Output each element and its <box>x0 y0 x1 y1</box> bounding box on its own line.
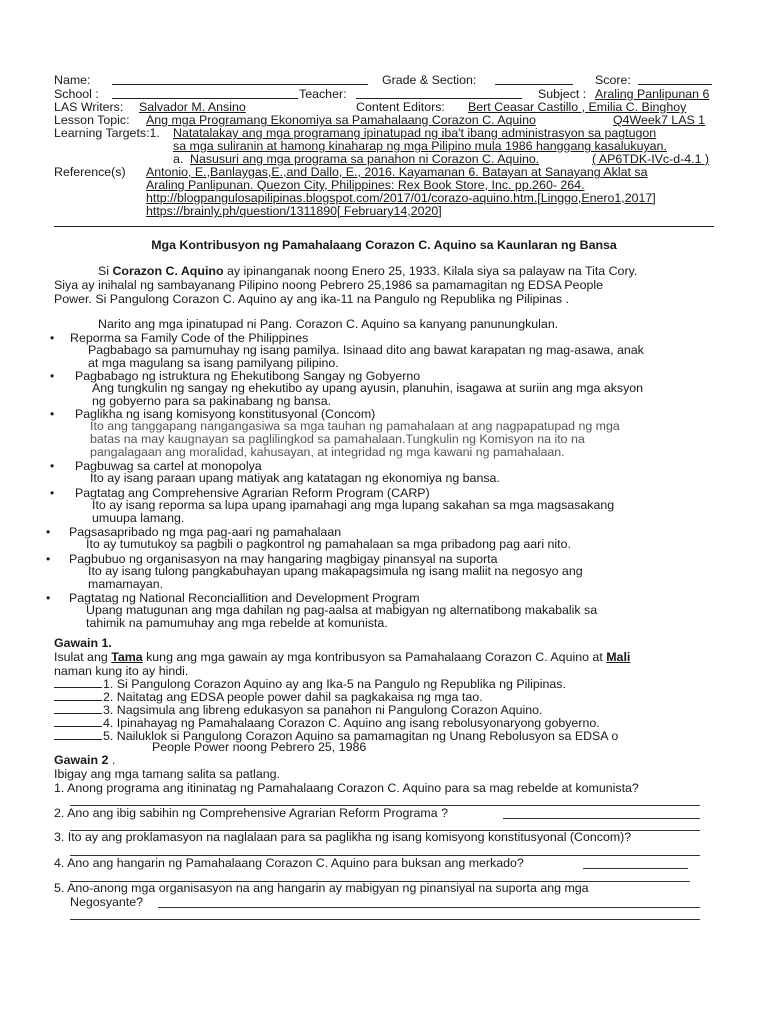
bullet-description: batas na may kaugnayan sa paglilingkod sa pamahalaan.Tungkulin ng Komisyon na ito na <box>90 432 585 446</box>
answer-line-2a[interactable] <box>503 818 700 819</box>
gawain-1-item-5-line-2: People Power noong Pebrero 25, 1986 <box>152 740 367 754</box>
gawain-1-item <box>54 677 566 691</box>
gawain-2-heading: Gawain 2 <box>54 753 109 767</box>
target-2-code: ( AP6TDK-IVc-d-4.1 ) <box>592 152 710 166</box>
header-divider <box>54 226 714 227</box>
bullet-icon: • <box>50 407 55 421</box>
answer-blank[interactable] <box>54 703 102 714</box>
lesson-topic-label: Lesson Topic: <box>54 113 130 127</box>
intro-line-2: Siya ay inihalal ng sambayanang Pilipino noong Pebrero 25,1986 sa pamamagitan ng EDSA People <box>54 278 603 292</box>
school-field[interactable] <box>112 98 298 99</box>
name-field[interactable] <box>112 84 368 85</box>
intro-pre: Si <box>98 264 110 278</box>
gawain-1-item <box>54 716 600 730</box>
gawain-2-instruction: Ibigay ang mga tamang salita sa patlang. <box>54 767 280 781</box>
question-5-line-1: 5. Ano-anong mga organisasyon na ang hangarin ay mabigyan ng pinansiyal na suporta ang mga <box>54 881 589 895</box>
reference-link-1[interactable]: http://blogpangulosapilipinas.blogspot.com/2017/01/corazo-aquino.htm.[Linggo,Enero1,2017] <box>146 191 656 205</box>
bullet-description: ng gobyerno para sa pakinabang ng bansa. <box>92 394 332 408</box>
bullet-title: Pagsasapribado ng mga pag-aari ng pamahalaan <box>69 525 342 539</box>
bullet-description: pangalagaan ang moralidad, kahusayan, at integridad ng mga kawani ng pamahalaan. <box>90 445 565 459</box>
bullet-icon: • <box>50 486 55 500</box>
bullet-description: tahimik na pamumuhay ang mga rebelde at komunista. <box>86 616 388 630</box>
bullet-title: Pagbuwag sa cartel at monopolya <box>75 459 262 473</box>
answer-line-5a[interactable] <box>158 907 700 908</box>
grade-section-field[interactable] <box>495 84 573 85</box>
score-label: Score: <box>595 73 631 87</box>
bullet-description: Ang tungkulin ng sangay ng ehekutibo ay upang ayusin, planuhin, isagawa at suriin ang mga aksyon <box>92 381 644 395</box>
gawain-1-instr-mid: kung ang mga gawain ay mga kontribusyon sa Pamahalaang Corazon C. Aquino at <box>146 650 603 664</box>
target-1-line-2: sa mga suliranin at hamong kinaharap ng mga Pilipino mula 1986 hanggang kasalukuyan. <box>173 139 667 153</box>
gawain-1-item-text: 3. Nagsimula ang libreng edukasyon sa panahon ni Pangulong Corazon Aquino. <box>103 703 543 717</box>
teacher-label: Teacher: <box>299 87 347 101</box>
reference-1-line-1: Antonio, E.,Banlaygas,E.,and Dallo, E., 2016. Kayamanan 6. Batayan at Sanayang Aklat sa <box>146 165 648 179</box>
references-label: Reference(s) <box>54 165 126 179</box>
bullet-title: Pagtatag ang Comprehensive Agrarian Reform Program (CARP) <box>75 486 430 500</box>
question-2: 2. Ano ang ibig sabihin ng Comprehensive Agrarian Reform Programa ? <box>54 806 448 820</box>
bullet-title: Pagbubuo ng organisasyon na may hangaring magbigay pinansyal na suporta <box>69 552 498 566</box>
gawain-1-item-text: 5. Nailuklok si Pangulong Corazon Aquino sa pamamagitan ng Unang Rebolusyon sa EDSA o <box>103 729 619 743</box>
bullet-description: Pagbabago sa pamumuhay ng isang pamilya. Isinaad dito ang bawat karapatan ng mag-asawa, anak <box>88 343 644 357</box>
bullet-icon: • <box>46 525 51 539</box>
target-1-line-1: Natatalakay ang mga programang ipinatupad ng iba't ibang administrasyon sa pagtugon <box>173 126 657 140</box>
question-1: 1. Anong programa ang itininatag ng Pamahalaang Corazon C. Aquino para sa mag rebelde at komunista? <box>54 781 639 795</box>
answer-line-5b[interactable] <box>70 919 700 920</box>
writers-label: LAS Writers: <box>54 100 124 114</box>
bullet-description: Upang matugunan ang mga dahilan ng pag-aalsa at mabigyan ng alternatibong makabalik sa <box>86 603 598 617</box>
name-label: Name: <box>54 73 91 87</box>
bullet-description: mamamayan. <box>88 577 164 591</box>
answer-blank[interactable] <box>54 677 102 688</box>
subject-label: Subject : <box>538 87 587 101</box>
lesson-topic-value: Ang mga Programang Ekonomiya sa Pamahalaang Corazon C. Aquino <box>146 113 536 127</box>
bullet-description: Ito ay isang reporma sa lupa upang ipamahagi ang mga lupang sakahan sa mga magsasakang <box>92 498 615 512</box>
bullet-description: umuupa lamang. <box>92 511 185 525</box>
answer-blank[interactable] <box>54 716 102 727</box>
target-2-prefix: a. <box>173 152 184 166</box>
bullet-description: Ito ang tanggapang nangangasiwa sa mga tauhan ng pamahalaan at ang nagpapatupad ng mga <box>90 419 620 433</box>
gawain-1-heading: Gawain 1. <box>54 636 112 650</box>
lesson-title: Mga Kontribusyon ng Pamahalaang Corazon C. Aquino sa Kaunlaran ng Bansa <box>151 238 617 252</box>
intro-line-3: Power. Si Pangulong Corazon C. Aquino ay ang ika-11 na Pangulo ng Republika ng Pilipinas . <box>54 292 570 306</box>
question-5-line-2: Negosyante? <box>70 895 144 909</box>
bullet-title: Paglikha ng isang komisyong konstitusyonal (Concom) <box>75 407 376 421</box>
answer-blank[interactable] <box>54 729 102 740</box>
learning-targets-label: Learning Targets:1. <box>54 126 160 140</box>
gawain-1-item <box>54 703 543 717</box>
answer-line-4a[interactable] <box>583 868 688 869</box>
bullet-icon: • <box>50 459 55 473</box>
bullet-title: Pagbabago ng istruktura ng Ehekutibong Sangay ng Gobyerno <box>75 369 421 383</box>
editors-value: Bert Ceasar Castillo , Emilia C. Binghoy <box>468 100 687 114</box>
lesson-code: Q4Week7 LAS 1 <box>613 113 706 127</box>
grade-section-label: Grade & Section: <box>382 73 477 87</box>
school-label: School : <box>54 87 99 101</box>
bullet-description: Ito ay isang tulong pangkabuhayan upang makapagsimula ng isang maliit na negosyo ang <box>88 564 583 578</box>
intro-line-1 <box>54 264 714 278</box>
bullet-description: Ito ay tumutukoy sa pagbili o pagkontrol ng pamahalaan sa mga pribadong pag aari nito. <box>86 537 571 551</box>
editors-label: Content Editors: <box>356 100 445 114</box>
gawain-1-item <box>54 690 483 704</box>
gawain-2-heading-row <box>54 753 115 767</box>
bullet-title: Reporma sa Family Code of the Philippines <box>70 331 309 345</box>
gawain-1-instr-pre: Isulat ang <box>54 650 108 664</box>
bullet-icon: • <box>50 331 55 345</box>
bullet-icon: • <box>46 552 51 566</box>
writers-value: Salvador M. Ansino <box>139 100 246 114</box>
bullet-description: at mga magulang sa isang pamilyang pilipino. <box>88 356 339 370</box>
bullet-icon: • <box>46 591 51 605</box>
gawain-1-instruction-line-2: naman kung ito ay hindi. <box>54 664 189 678</box>
target-2-text: Nasusuri ang mga programa sa panahon ni Corazon C. Aquino. <box>190 152 540 166</box>
bullet-title: Pagtatag ng National Reconciallition and Development Program <box>69 591 420 605</box>
answer-blank[interactable] <box>54 690 102 701</box>
bullet-icon: • <box>50 369 55 383</box>
question-3: 3. Ito ay ang proklamasyon na naglalaan para sa paglikha ng isang komisyong konstitusyonal (Concom)? <box>54 830 632 844</box>
teacher-field[interactable] <box>356 98 522 99</box>
bullet-description: Ito ay isang paraan upang matiyak ang katatagan ng ekonomiya ng bansa. <box>90 471 500 485</box>
score-field[interactable] <box>638 84 712 85</box>
intro-line-1-rest: ay ipinanganak noong Enero 25, 1933. Kilala siya sa palayaw na Tita Cory. <box>226 264 638 278</box>
gawain-1-item-text: 1. Si Pangulong Corazon Aquino ay ang Ika-5 na Pangulo ng Republika ng Pilipinas. <box>103 677 566 691</box>
question-4: 4. Ano ang hangarin ng Pamahalaang Corazon C. Aquino para buksan ang merkado? <box>54 856 524 870</box>
tama-label: Tama <box>111 650 143 664</box>
gawain-1-item-text: 2. Naitatag ang EDSA people power dahil sa pagkakaisa ng mga tao. <box>103 690 483 704</box>
intro-name: Corazon C. Aquino <box>112 264 224 278</box>
mali-label: Mali <box>606 650 631 664</box>
subject-value: Araling Panlipunan 6 <box>595 87 710 101</box>
gawain-2-heading-suffix: . <box>111 753 116 767</box>
gawain-1-item-text: 4. Ipinahayag ng Pamahalaang Corazon C. Aquino ang isang rebolusyonaryong gobyerno. <box>103 716 600 730</box>
intro-line-4: Narito ang mga ipinatupad ni Pang. Corazon C. Aquino sa kanyang panunungkulan. <box>98 317 559 331</box>
reference-1-line-2: Araling Panlipunan. Quezon City, Philippines: Rex Book Store, Inc. pp.260- 264. <box>146 178 585 192</box>
gawain-1-instruction <box>54 650 630 664</box>
reference-link-2[interactable]: https://brainly.ph/question/1311890[ February14,2020] <box>146 204 442 218</box>
